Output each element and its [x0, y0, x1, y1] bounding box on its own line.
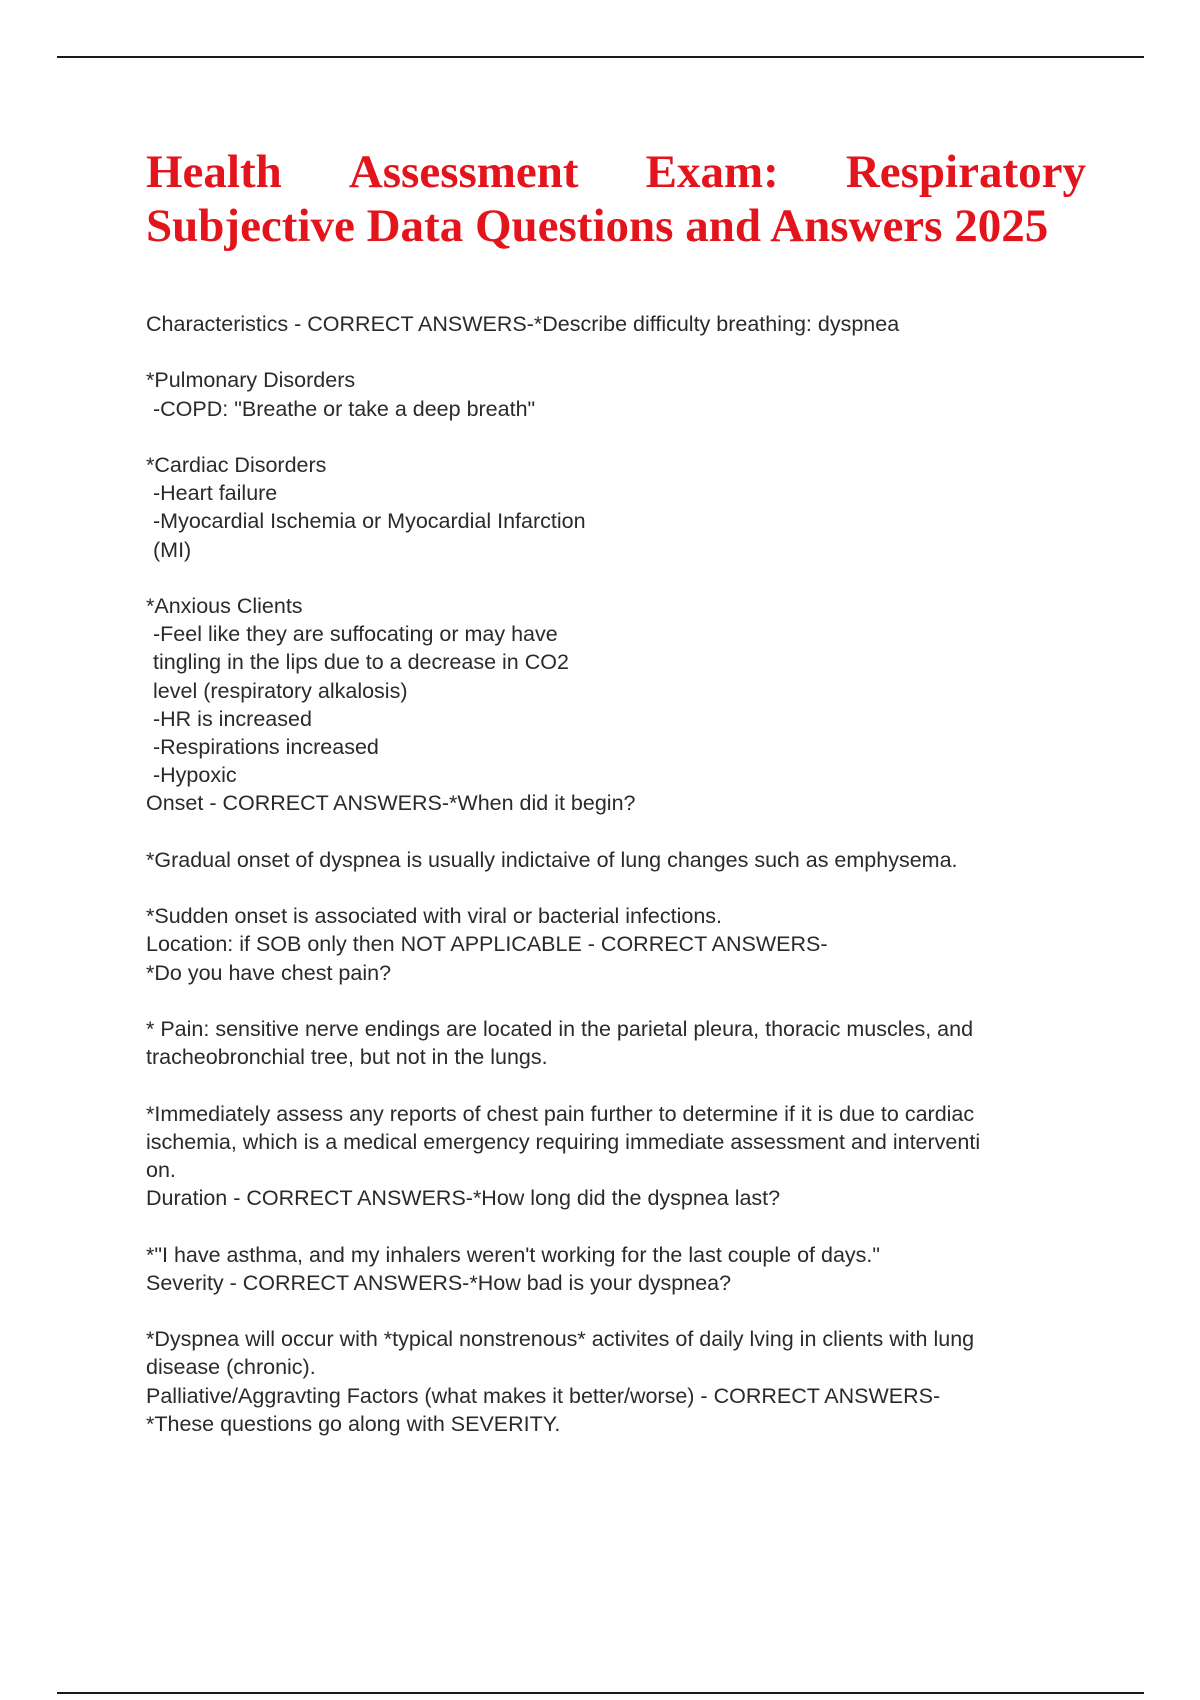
- title-line-1: [146, 145, 1086, 199]
- body-line: -HR is increased: [153, 706, 312, 731]
- body-line: Duration - CORRECT ANSWERS-*How long did the dyspnea last?: [146, 1186, 781, 1211]
- document-title: [146, 145, 1086, 253]
- paragraph-gap: [146, 1071, 1091, 1099]
- title-word: Health: [146, 146, 282, 198]
- body-line: *These questions go along with SEVERITY.: [146, 1411, 561, 1436]
- body-line: -Heart failure: [153, 481, 278, 506]
- paragraph-gap: [146, 338, 1091, 366]
- paragraph-gap: [146, 818, 1091, 846]
- body-line: level (respiratory alkalosis): [153, 678, 408, 703]
- body-line: *Gradual onset of dyspnea is usually indictaive of lung changes such as emphysema.: [146, 847, 958, 872]
- title-word: Assessment: [348, 146, 579, 198]
- body-line: -Myocardial Ischemia or Myocardial Infarction: [153, 509, 586, 534]
- body-line: *Do you have chest pain?: [146, 960, 392, 985]
- body-line: Location: if SOB only then NOT APPLICABLE - CORRECT ANSWERS-: [146, 932, 828, 957]
- bottom-rule: [57, 1692, 1144, 1694]
- paragraph-gap: [146, 564, 1091, 592]
- body-line: *Sudden onset is associated with viral or bacterial infections.: [146, 904, 723, 929]
- body-line: *Anxious Clients: [146, 593, 303, 618]
- body-line: on.: [146, 1157, 176, 1182]
- body-line: -Respirations increased: [153, 735, 379, 759]
- body-line: Severity - CORRECT ANSWERS-*How bad is your dyspnea?: [146, 1270, 732, 1295]
- title-line-2: Subjective Data Questions and Answers 2025: [146, 200, 1049, 252]
- document-body: [146, 310, 1091, 1438]
- body-line: tingling in the lips due to a decrease in CO2: [153, 650, 569, 675]
- paragraph-gap: [146, 423, 1091, 451]
- paragraph-gap: [146, 987, 1091, 1015]
- body-line: *"I have asthma, and my inhalers weren't working for the last couple of days.": [146, 1242, 881, 1267]
- body-line: *Dyspnea will occur with *typical nonstrenous* activites of daily lving in clients with lung: [146, 1327, 975, 1352]
- body-line: tracheobronchial tree, but not in the lungs.: [146, 1045, 548, 1070]
- body-line: *Pulmonary Disorders: [146, 368, 356, 393]
- body-line: Onset - CORRECT ANSWERS-*When did it begin?: [146, 791, 636, 816]
- paragraph-gap: [146, 874, 1091, 902]
- top-rule: [57, 56, 1144, 58]
- body-line: Palliative/Aggravting Factors (what makes it better/worse) - CORRECT ANSWERS-: [146, 1383, 941, 1408]
- title-word: Respiratory: [845, 146, 1086, 198]
- body-line: Characteristics - CORRECT ANSWERS-*Describe difficulty breathing: dyspnea: [146, 312, 900, 336]
- paragraph-gap: [146, 1212, 1091, 1240]
- body-line: *Cardiac Disorders: [146, 452, 327, 477]
- body-line: ischemia, which is a medical emergency requiring immediate assessment and interventi: [146, 1129, 981, 1154]
- body-line: * Pain: sensitive nerve endings are located in the parietal pleura, thoracic muscles, and: [146, 1016, 974, 1041]
- body-line: disease (chronic).: [146, 1355, 316, 1380]
- body-line: (MI): [153, 537, 192, 562]
- body-line: -Hypoxic: [153, 763, 237, 788]
- title-word: Exam:: [645, 146, 779, 198]
- body-line: -COPD: "Breathe or take a deep breath": [153, 396, 536, 421]
- body-line: *Immediately assess any reports of chest pain further to determine if it is due to cardiac: [146, 1101, 975, 1126]
- body-line: -Feel like they are suffocating or may have: [153, 622, 558, 647]
- paragraph-gap: [146, 1297, 1091, 1325]
